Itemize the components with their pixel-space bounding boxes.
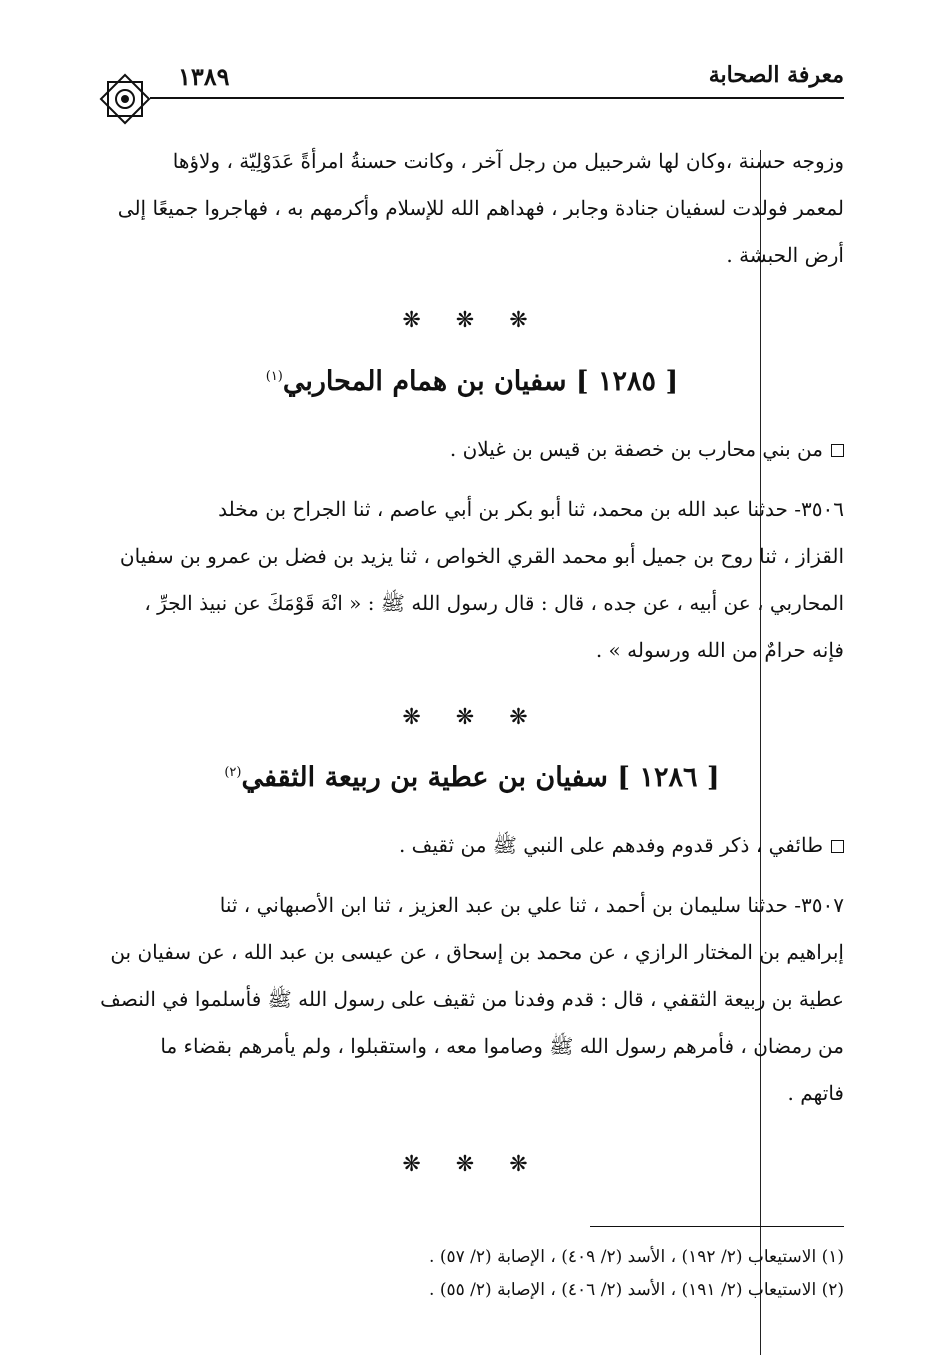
text-line: ٣٥٠٦- حدثنا عبد الله بن محمد، ثنا أبو بكر بن أبي عاصم ، ثنا الجراح بن مخلد xyxy=(218,497,844,521)
entry-heading-1285 xyxy=(0,366,944,397)
entry-note-text: طائفي ، ذكر قدوم وفدهم على النبي ﷺ من ثقيف . xyxy=(398,833,823,857)
footnote-rule xyxy=(590,1226,844,1227)
footnote-1: (١) الاستيعاب (٢/ ١٩٢) ، الأسد (٢/ ٤٠٩) ، الإصابة (٢/ ٥٧) . xyxy=(429,1247,844,1267)
text-line: ٣٥٠٧- حدثنا سليمان بن أحمد ، ثنا علي بن عبد العزيز ، ثنا ابن الأصبهاني ، ثنا xyxy=(219,893,844,917)
section-separator: ❋ ❋ ❋ xyxy=(402,1152,542,1177)
text-line: إبراهيم بن المختار الرازي ، عن محمد بن إسحاق ، عن عيسى بن عبد الله ، عن سفيان بن xyxy=(110,940,844,964)
text-line: فإنه حرامٌ من الله ورسوله » . xyxy=(595,638,844,662)
square-bullet-icon xyxy=(831,840,844,853)
hadith-3506 xyxy=(100,486,844,674)
entry-note-1285 xyxy=(450,437,844,461)
page-number: ١٣٨٩ xyxy=(178,62,230,91)
star-ornament-icon xyxy=(96,70,154,128)
text-line: فاتهم . xyxy=(787,1081,844,1105)
section-separator: ❋ ❋ ❋ xyxy=(402,308,542,333)
header-rule xyxy=(150,97,844,99)
text-line: المحاربي ، عن أبيه ، عن جده ، قال : قال رسول الله ﷺ : « انْهَ قَوْمَكَ عن نبيذ الجرِّ ، xyxy=(144,591,844,615)
text-line: القزاز ، ثنا روح بن جميل أبو محمد القري الخواص ، ثنا يزيد بن فضل بن عمرو بن سفيان xyxy=(119,544,844,568)
entry-note-text: من بني محارب بن خصفة بن قيس بن غيلان . xyxy=(449,437,823,461)
square-bullet-icon xyxy=(831,444,844,457)
text-line: عطية بن ربيعة الثقفي ، قال : قدم وفدنا من ثقيف على رسول الله ﷺ فأسلموا في النصف xyxy=(100,987,844,1011)
text-line: وزوجه حسنة ،وكان لها شرحبيل من رجل آخر ، وكانت حسنةُ امرأةً عَدَوْلِيّة ، ولاؤها xyxy=(172,149,844,173)
entry-heading-1286 xyxy=(0,762,944,793)
continuation-paragraph xyxy=(100,138,844,279)
section-separator: ❋ ❋ ❋ xyxy=(402,705,542,730)
text-line: لمعمر فولدت لسفيان جنادة وجابر ، فهداهم الله للإسلام وأكرمهم به ، فهاجروا جميعًا إلى xyxy=(117,196,844,220)
footnote-mark: (٢) xyxy=(224,765,242,780)
footnote-mark: (١) xyxy=(265,369,283,384)
hadith-3507 xyxy=(100,882,844,1117)
footnote-2: (٢) الاستيعاب (٢/ ١٩١) ، الأسد (٢/ ٤٠٦) ، الإصابة (٢/ ٥٥) . xyxy=(429,1280,844,1300)
entry-heading-text: [ ١٢٨٦ ] سفيان بن عطية بن ربيعة الثقفي xyxy=(241,762,720,793)
text-line: من رمضان ، فأمرهم رسول الله ﷺ وصاموا معه ، واستقبلوا ، ولم يأمرهم بقضاء ما xyxy=(160,1034,844,1058)
entry-note-1286 xyxy=(399,833,844,862)
entry-heading-text: [ ١٢٨٥ ] سفيان بن همام المحاربي xyxy=(282,366,679,397)
text-line: أرض الحبشة . xyxy=(726,243,844,267)
running-header-title: معرفة الصحابة xyxy=(708,62,844,88)
